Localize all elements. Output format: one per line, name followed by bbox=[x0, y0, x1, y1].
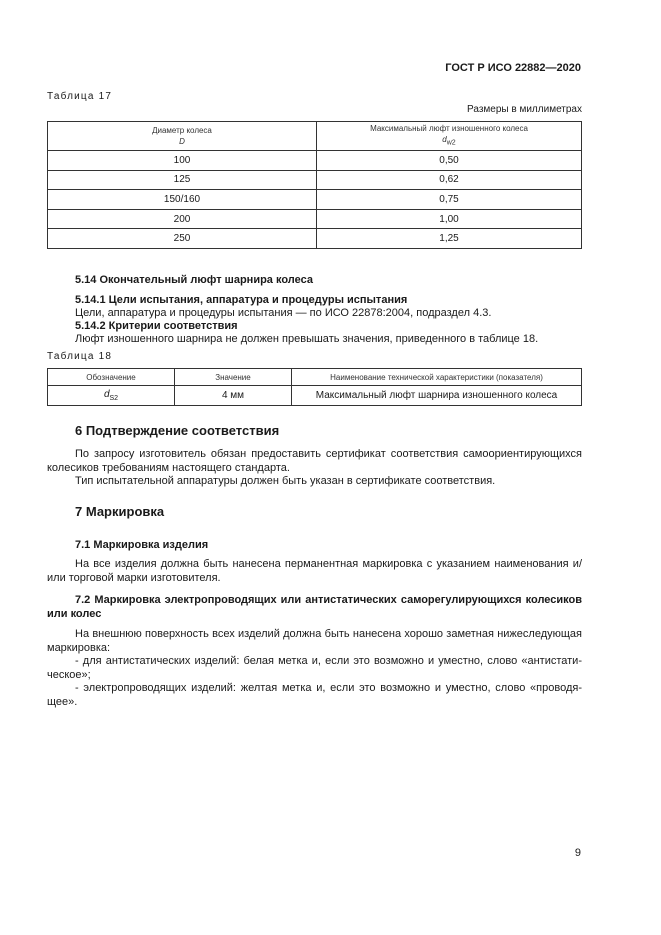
section-5-14-2-title: 5.14.2 Критерии соответствия bbox=[75, 320, 238, 332]
table-row bbox=[48, 209, 582, 229]
section-5-14-1-text: Цели, аппаратура и процедуры испытания — по ИСО 22878:2004, подраздел 4.3. bbox=[75, 307, 492, 319]
section-7-title: 7 Маркировка bbox=[75, 504, 165, 519]
list-item-conductive: - электропроводящих изделий: желтая метка и, если это возможно и уместно, слово «проводя-щее». bbox=[47, 682, 582, 708]
header-cell-play bbox=[317, 122, 582, 151]
table-row bbox=[48, 229, 582, 249]
table-row bbox=[48, 151, 582, 171]
section-7-2-title: 7.2 Маркировка электропроводящих или антистатических саморегулирующихся колесиков или колес bbox=[47, 594, 582, 620]
header-diameter-symbol: D bbox=[179, 137, 185, 146]
document-id: ГОСТ Р ИСО 22882—2020 bbox=[445, 62, 581, 74]
cell-play: 0,75 bbox=[317, 190, 582, 210]
header-cell-diameter bbox=[48, 122, 317, 151]
symbol-sub: S2 bbox=[109, 395, 119, 402]
cell-diameter: 150/160 bbox=[48, 190, 317, 210]
table-header-row bbox=[48, 122, 582, 151]
header-play-symbol: d bbox=[442, 135, 447, 145]
cell-play: 0,50 bbox=[317, 151, 582, 171]
header-diameter-title: Диаметр колеса bbox=[152, 126, 212, 135]
cell-play: 0,62 bbox=[317, 170, 582, 190]
header-cell-symbol: Обозначение bbox=[48, 369, 175, 386]
table-18-caption: Таблица 18 bbox=[47, 351, 113, 362]
cell-play: 1,25 bbox=[317, 229, 582, 249]
section-6-paragraph-2: Тип испытательной аппаратуры должен быть указан в сертификате соответствия. bbox=[75, 475, 496, 487]
header-cell-name: Наименование технической характеристики (показателя) bbox=[292, 369, 582, 386]
table-row bbox=[48, 170, 582, 190]
page-number: 9 bbox=[574, 847, 581, 859]
cell-diameter: 125 bbox=[48, 170, 317, 190]
section-7-1-text: На все изделия должна быть нанесена перманентная маркировка с указанием наименования и/или торговой марки изготовителя. bbox=[47, 558, 582, 584]
table-row bbox=[48, 386, 582, 406]
header-play-symbol-sub: w2 bbox=[446, 139, 456, 147]
section-5-14-title: 5.14 Окончательный люфт шарнира колеса bbox=[75, 274, 313, 286]
cell-name: Максимальный люфт шарнира изношенного колеса bbox=[292, 386, 582, 406]
section-5-14-1-title: 5.14.1 Цели испытания, аппаратура и процедуры испытания bbox=[75, 294, 408, 306]
table-17-caption: Таблица 17 bbox=[47, 91, 113, 102]
table-17-units: Размеры в миллиметрах bbox=[467, 104, 582, 115]
cell-play: 1,00 bbox=[317, 209, 582, 229]
header-play-title: Максимальный люфт изношенного колеса bbox=[370, 124, 528, 134]
section-7-1-title: 7.1 Маркировка изделия bbox=[75, 539, 209, 551]
cell-symbol bbox=[48, 386, 175, 406]
section-6-paragraph-1: По запросу изготовитель обязан предоставить сертификат соответствия самоориентирующихся колесиков требованиям настоящего стандарта. bbox=[47, 448, 582, 474]
table-17 bbox=[47, 121, 582, 249]
table-header-row bbox=[48, 369, 582, 386]
cell-diameter: 200 bbox=[48, 209, 317, 229]
table-row bbox=[48, 190, 582, 210]
section-5-14-2-text: Люфт изношенного шарнира не должен превышать значения, приведенного в таблице 18. bbox=[75, 333, 539, 345]
cell-diameter: 250 bbox=[48, 229, 317, 249]
section-7-2-text: На внешнюю поверхность всех изделий должна быть нанесена хорошо заметная нижеследующая маркировка: bbox=[47, 628, 582, 654]
list-item-antistatic: - для антистатических изделий: белая метка и, если это возможно и уместно, слово «антистати-ческое»; bbox=[47, 655, 582, 681]
table-18 bbox=[47, 368, 582, 406]
section-6-title: 6 Подтверждение соответствия bbox=[75, 423, 280, 438]
header-cell-value: Значение bbox=[175, 369, 292, 386]
cell-value: 4 мм bbox=[175, 386, 292, 406]
symbol-main: d bbox=[103, 389, 110, 400]
cell-diameter: 100 bbox=[48, 151, 317, 171]
